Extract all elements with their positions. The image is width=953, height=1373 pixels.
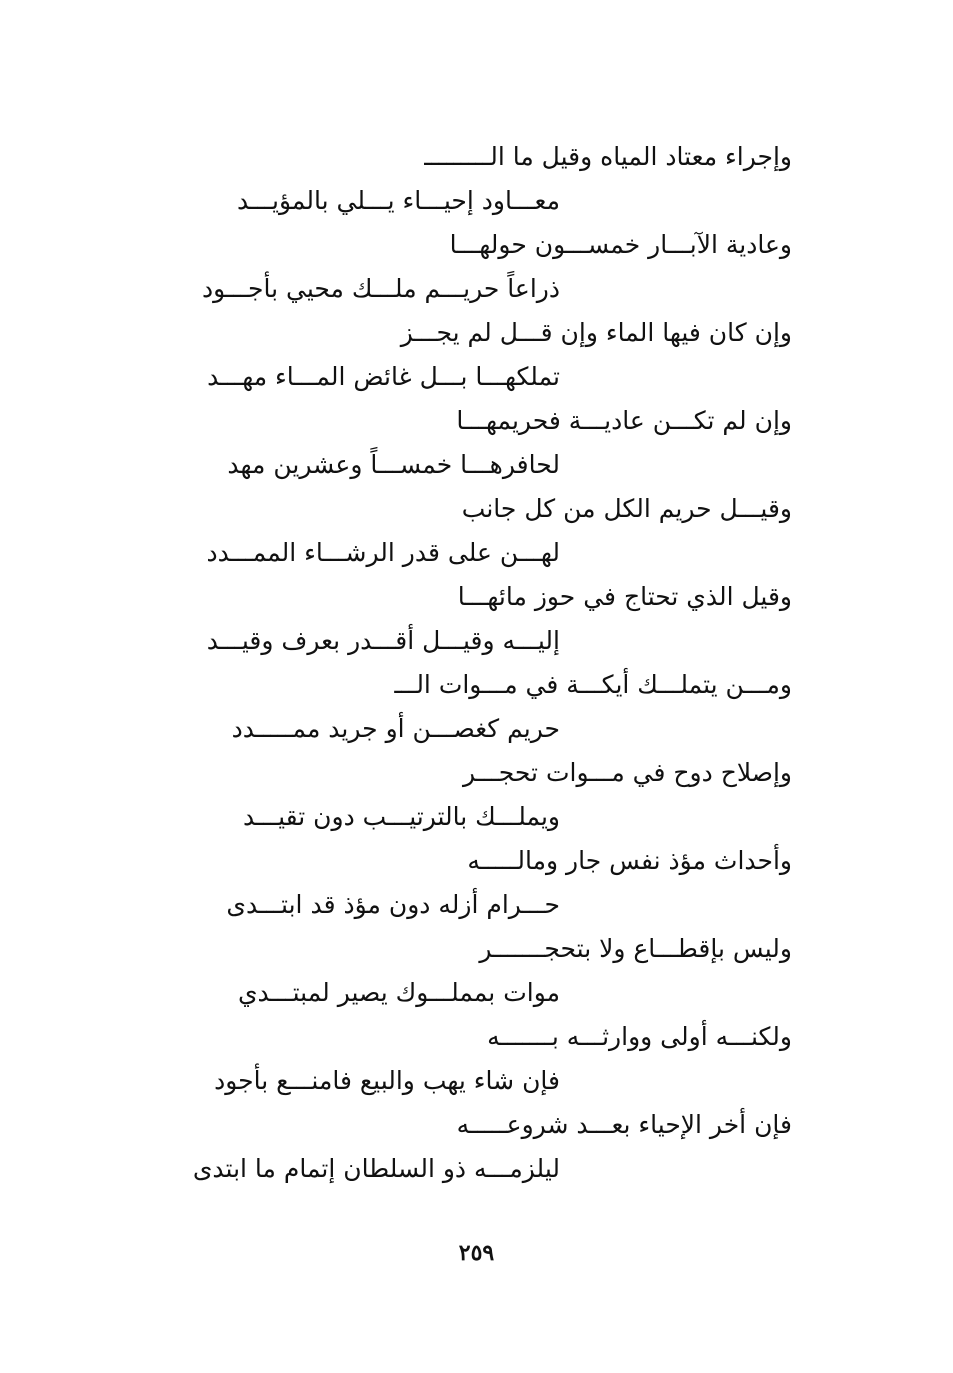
verse-5-first-hemistich: وقيـــل حريم الكل من كل جانب	[461, 494, 792, 523]
verse-3-first-hemistich: وإن كان فيها الماء وإن قـــل لم يجـــز	[400, 318, 792, 347]
verse-4-first-hemistich: وإن لم تكـــن عاديـــة فحريمهـــا	[456, 406, 792, 435]
page-number: ٢٥٩	[458, 1240, 495, 1266]
verse-6-first-hemistich: وقيل الذي تحتاج في حوز مائهـــا	[457, 582, 792, 611]
verse-10-first-hemistich: وليس بإقطـــاع ولا بتحجـــــــر	[479, 934, 792, 963]
verse-3-second-hemistich: تملكهـــا بـــل غائض المـــاء مهـــد	[207, 362, 560, 391]
verse-9-second-hemistich: حـــرام أزله دون مؤذ قد ابتـــدى	[226, 890, 560, 919]
verse-6-second-hemistich: إليـــه وقيـــل أقـــدر بعرف وقيـــد	[206, 626, 560, 655]
verse-7	[180, 663, 800, 751]
verse-11-second-hemistich: فإن شاء يهب والبيع فامنـــع بأجود	[214, 1066, 560, 1095]
verse-8-second-hemistich: ويملـــك بالترتيـــب دون تقيـــد	[242, 802, 560, 831]
verse-4	[180, 399, 800, 487]
verse-12-second-hemistich: ليلزمـــه ذو السلطان إتمام ما ابتدى	[192, 1154, 560, 1183]
verse-6	[180, 575, 800, 663]
verse-5-second-hemistich: لهـــن على قدر الرشـــاء الممـــدد	[206, 538, 560, 567]
poem-body	[180, 135, 800, 1191]
verse-12-first-hemistich: فإن أخر الإحياء بعـــد شروعـــــه	[456, 1110, 792, 1139]
verse-12	[180, 1103, 800, 1191]
verse-2	[180, 223, 800, 311]
verse-1	[180, 135, 800, 223]
verse-4-second-hemistich: لحافرهـــا خمســـاً وعشرين مهد	[227, 450, 560, 479]
verse-2-second-hemistich: ذراعاً حريـــم ملـــك محيي بأجـــود	[202, 274, 560, 303]
verse-8-first-hemistich: وإصلاح دوح في مـــوات تحجـــر	[463, 758, 792, 787]
verse-1-second-hemistich: معـــاود إحيـــاء يـــلي بالمؤيـــد	[236, 186, 560, 215]
verse-7-second-hemistich: حريم كغصـــن أو جريد ممـــــدد	[231, 714, 560, 743]
verse-3	[180, 311, 800, 399]
verse-2-first-hemistich: وعادية الآبـــار خمســـون حولهـــا	[449, 230, 792, 259]
verse-11-first-hemistich: ولكنـــه أولى ووارثـــه بـــــــه	[487, 1022, 792, 1051]
verse-9	[180, 839, 800, 927]
verse-1-first-hemistich: وإجراء معتاد المياه وقيل ما الـــــــــ	[424, 142, 792, 171]
verse-10-second-hemistich: موات بمملـــوك يصير لمبتـــدي	[237, 978, 560, 1007]
verse-8	[180, 751, 800, 839]
verse-5	[180, 487, 800, 575]
verse-11	[180, 1015, 800, 1103]
verse-10	[180, 927, 800, 1015]
verse-9-first-hemistich: وأحداث مؤذ نفس جار ومالـــــه	[467, 846, 792, 875]
verse-7-first-hemistich: ومـــن يتملـــك أيكـــة في مـــوات الـــ	[394, 670, 792, 699]
